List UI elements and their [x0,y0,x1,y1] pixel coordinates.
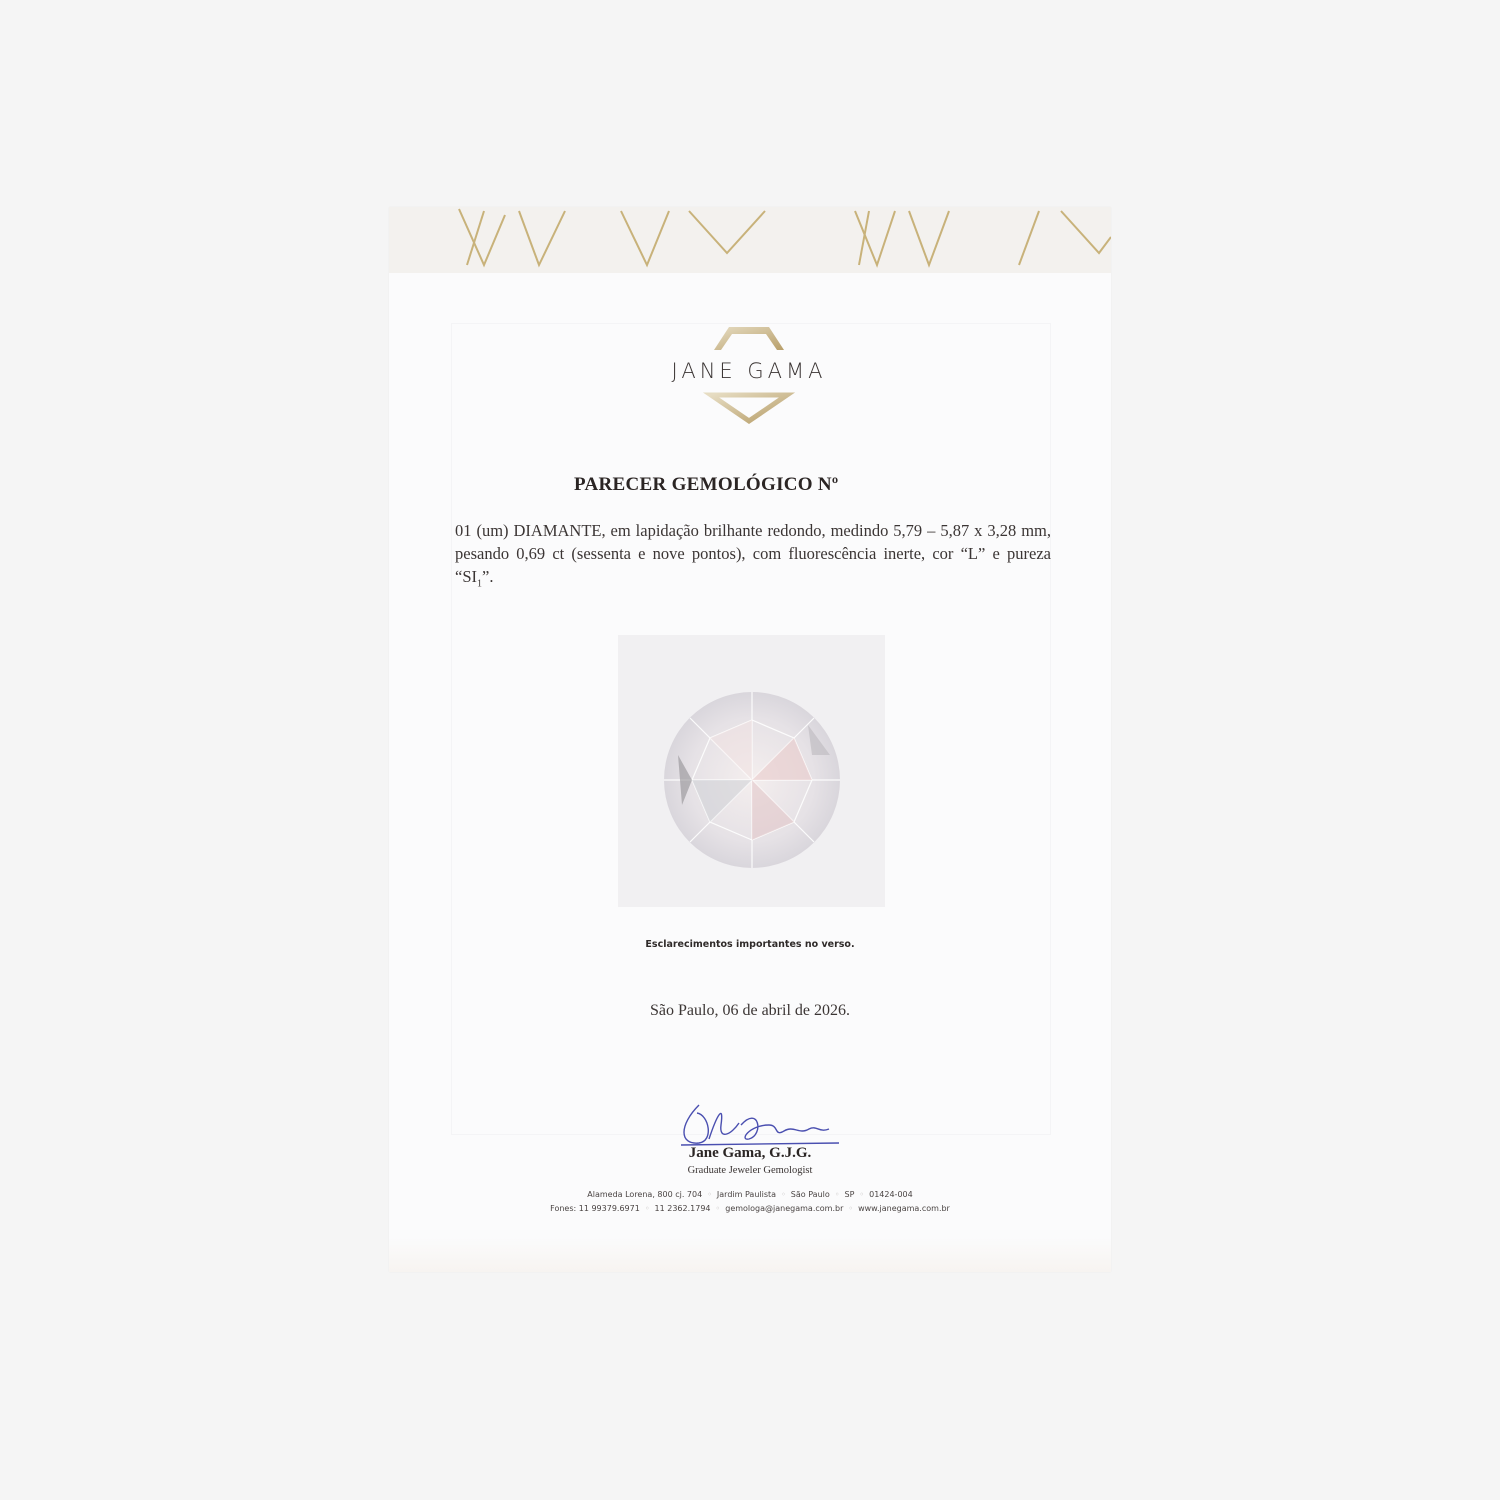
reverse-side-notice: Esclarecimentos importantes no verso. [645,939,855,950]
decorative-footer-band [389,1237,1111,1272]
brand-name: JANE GAMA [671,359,827,383]
website-link[interactable]: www.janegama.com.br [858,1204,950,1213]
stone-description [455,519,1051,595]
description-main: 01 (um) DIAMANTE, em lapidação brilhante redondo, medindo 5,79 – 5,87 x 3,28 mm, pesando 0,69 ct (sessenta e nove pontos), com fluorescência inerte, cor “L” e pureza “SI [455,521,1051,586]
address-street: Alameda Lorena, 800 cj. 704 [587,1190,703,1199]
signatory-role: Graduate Jeweler Gemologist [687,1165,813,1176]
diamond-photo [618,635,885,907]
handwritten-signature [669,1095,849,1151]
issue-date: São Paulo, 06 de abril de 2026. [650,1002,850,1019]
phone-landline: 11 2362.1794 [654,1204,711,1213]
description-subscript: 1 [477,578,482,590]
geometric-pattern-icon [389,207,1111,273]
signatory-name: Jane Gama, G.J.G. [688,1145,812,1161]
footer-address: Alameda Lorena, 800 cj. 704 ◦ Jardim Paulista ◦ São Paulo ◦ SP ◦ 01424-004 [587,1190,913,1199]
email-link[interactable]: gemologa@janegama.com.br [725,1204,844,1213]
document-title: PARECER GEMOLÓGICO Nº [574,474,839,495]
address-state: SP [844,1190,855,1199]
decorative-header-band [389,207,1111,273]
footer-contacts: Fones: 11 99379.6971 ◦ 11 2362.1794 ◦ gemologa@janegama.com.br ◦ www.janegama.com.br [550,1204,950,1213]
round-diamond-icon [618,635,885,907]
description-end: ”. [482,567,494,586]
phone-mobile: Fones: 11 99379.6971 [550,1204,640,1213]
address-city: São Paulo [790,1190,830,1199]
brand-logo [649,325,849,425]
address-neighborhood: Jardim Paulista [716,1190,777,1199]
certificate-sheet [389,207,1111,1272]
address-zip: 01424-004 [869,1190,913,1199]
